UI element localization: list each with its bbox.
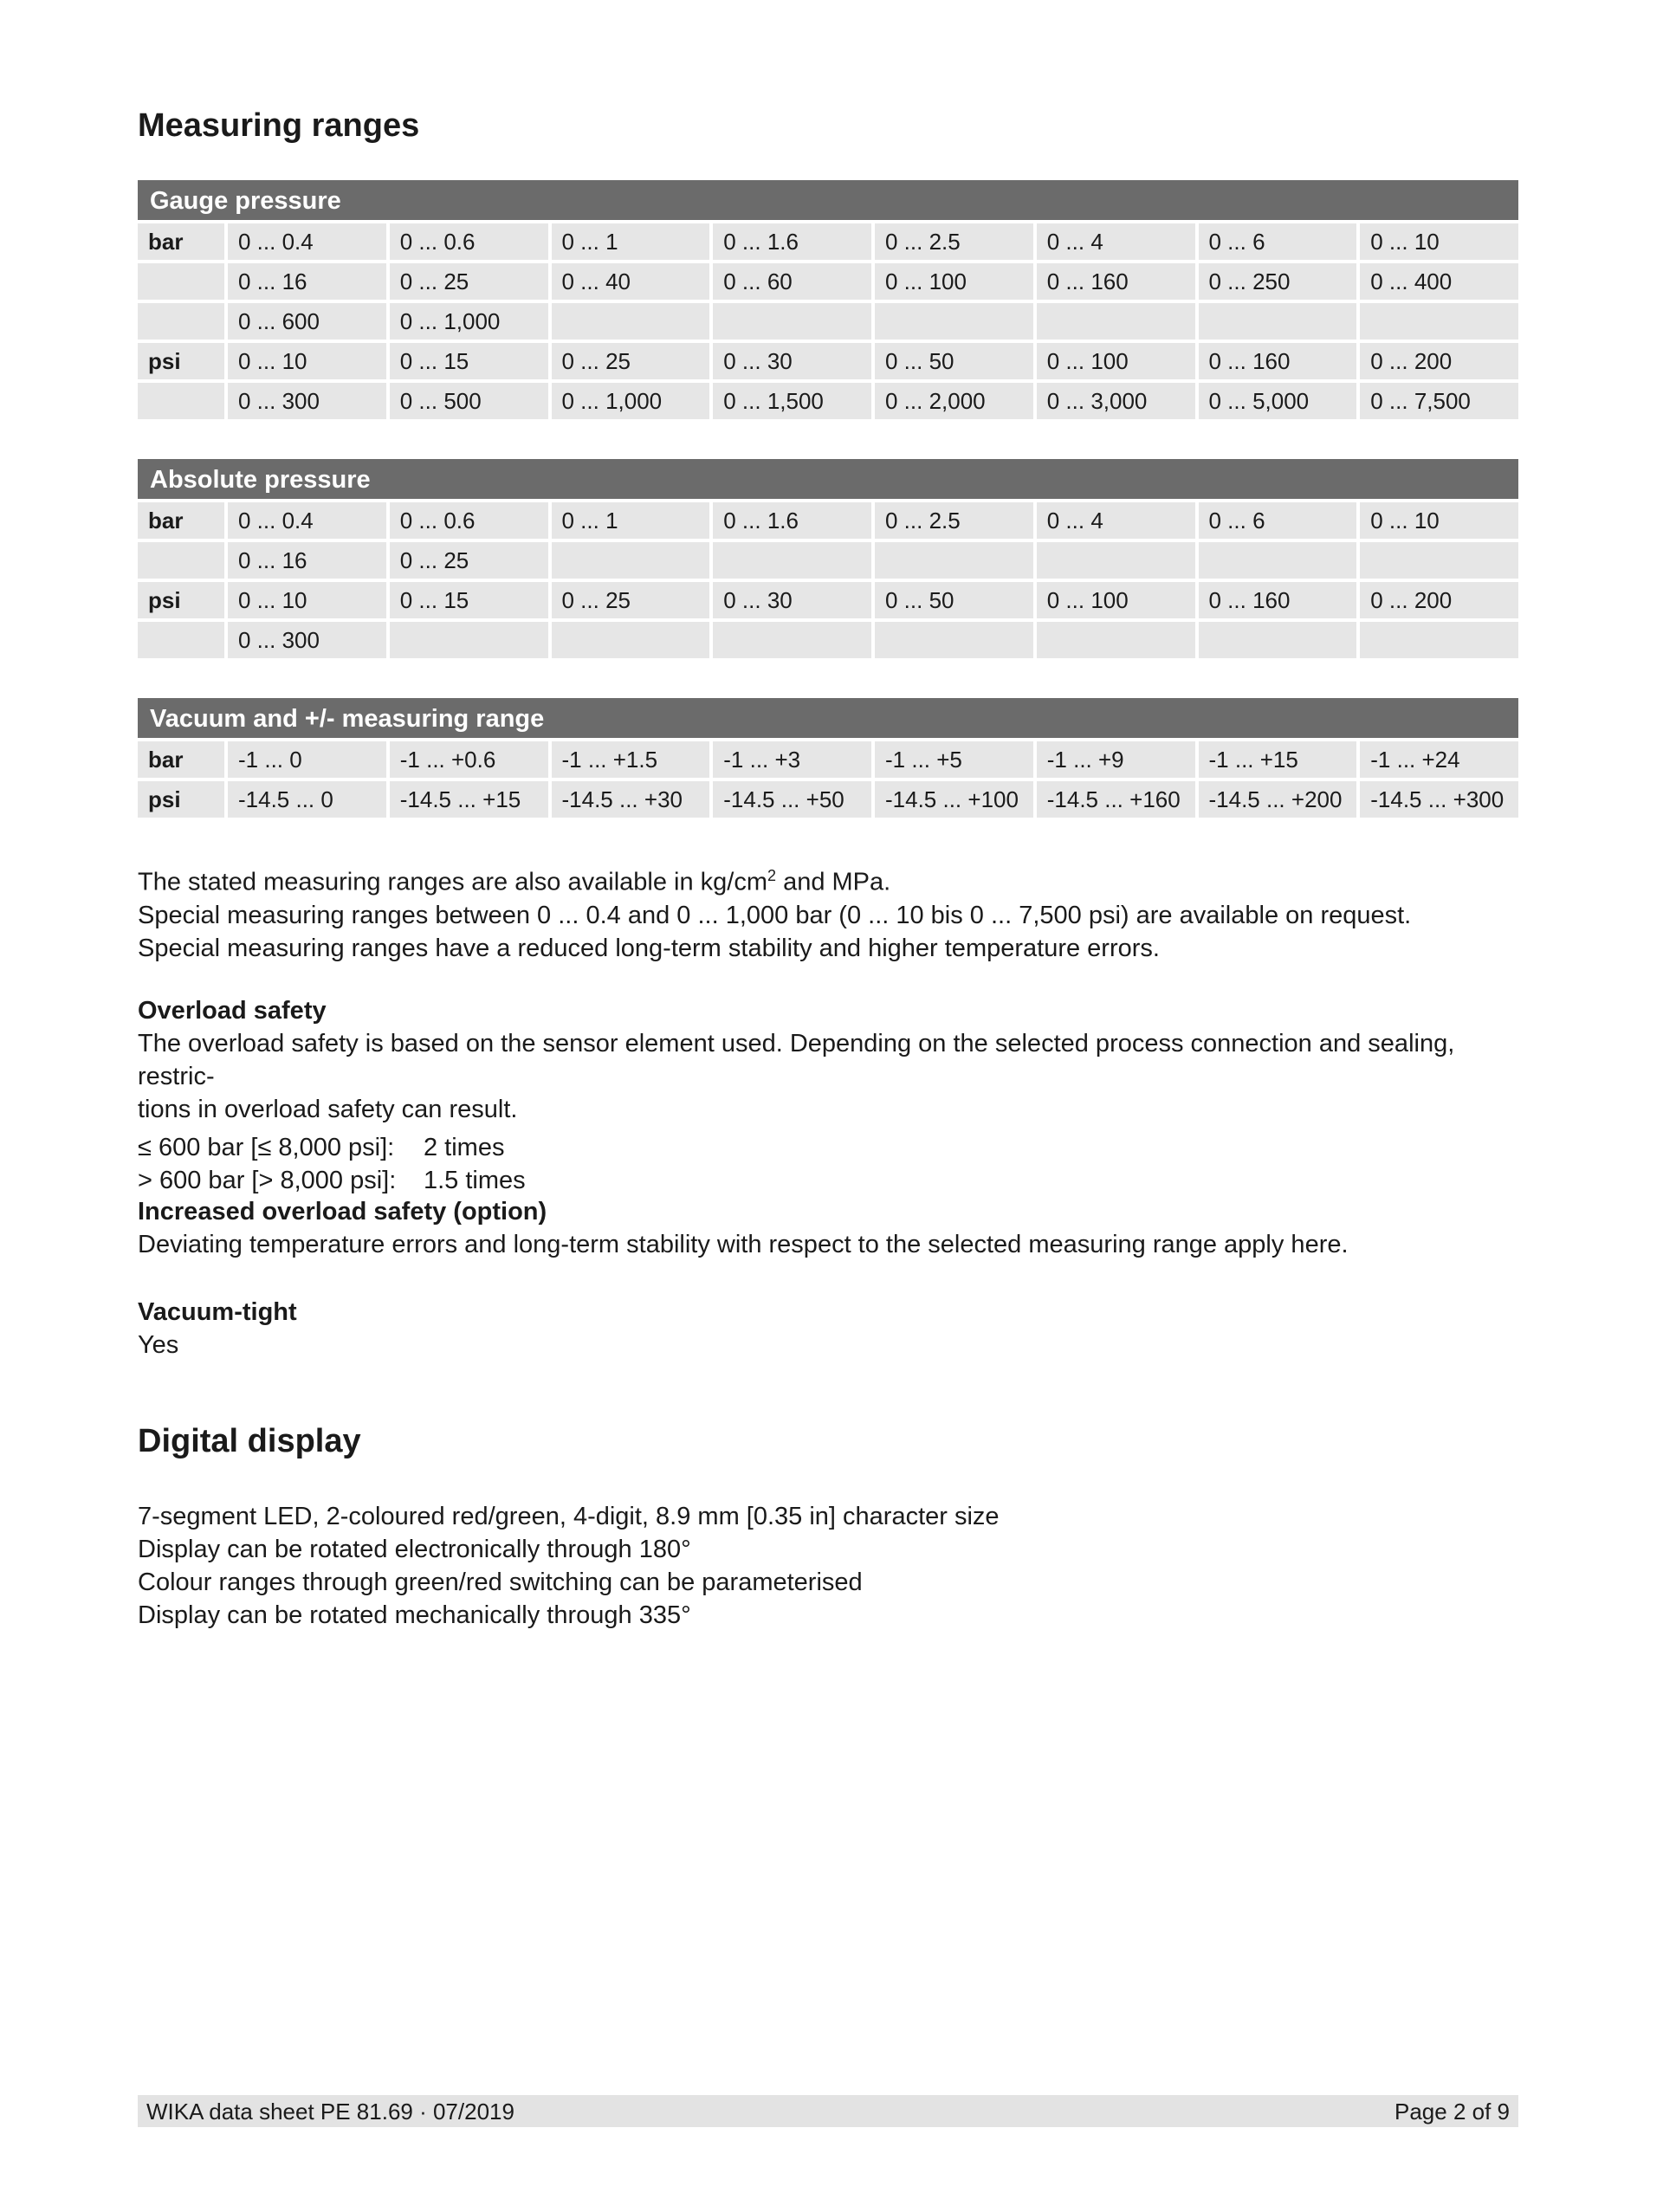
range-cell: 0 ... 10 xyxy=(228,582,386,618)
range-cell: 0 ... 2,000 xyxy=(875,383,1033,419)
range-cell xyxy=(1037,542,1195,579)
table-row xyxy=(138,582,1518,618)
increased-overload-text: Deviating temperature errors and long-term stability with respect to the selected measuring range apply here. xyxy=(138,1231,1349,1258)
range-cell: 0 ... 300 xyxy=(228,383,386,419)
unit-cell xyxy=(138,622,224,658)
table-row xyxy=(138,383,1518,419)
note-units: The stated measuring ranges are also available in $kg/cm^2$ and MPa. xyxy=(138,867,891,896)
range-cell xyxy=(713,622,871,658)
range-cell xyxy=(1199,542,1357,579)
range-cell: 0 ... 7,500 xyxy=(1360,383,1518,419)
table-row xyxy=(138,343,1518,379)
display-line: 7-segment LED, 2-coloured red/green, 4-digit, 8.9 mm [0.35 in] character size xyxy=(138,1503,1000,1530)
range-cell: 0 ... 500 xyxy=(390,383,548,419)
overload-safety-title: Overload safety xyxy=(138,997,327,1025)
overload-row-low-label: ≤ 600 bar [≤ 8,000 psi]: xyxy=(138,1134,395,1161)
range-cell: 0 ... 100 xyxy=(875,263,1033,300)
range-cell: -1 ... +15 xyxy=(1199,741,1357,778)
range-cell: 0 ... 0.6 xyxy=(390,502,548,539)
range-cell: -14.5 ... 0 xyxy=(228,781,386,818)
range-cell xyxy=(875,622,1033,658)
range-cell xyxy=(713,303,871,340)
table-row xyxy=(138,502,1518,539)
range-cell: 0 ... 16 xyxy=(228,542,386,579)
range-cell: 0 ... 100 xyxy=(1037,582,1195,618)
gauge-ranges xyxy=(134,220,1522,423)
digital-display-lines xyxy=(138,1500,1518,1632)
range-cell: 0 ... 25 xyxy=(552,343,710,379)
unit-cell: bar xyxy=(138,223,224,260)
range-cell: 0 ... 30 xyxy=(713,343,871,379)
range-cell: 0 ... 4 xyxy=(1037,502,1195,539)
vacuum-tight-value: Yes xyxy=(138,1331,179,1359)
display-line: Display can be rotated mechanically through 335° xyxy=(138,1601,691,1629)
range-cell xyxy=(1199,303,1357,340)
range-cell xyxy=(875,542,1033,579)
range-cell: 0 ... 25 xyxy=(390,542,548,579)
range-cell: 0 ... 1.6 xyxy=(713,502,871,539)
range-cell: 0 ... 25 xyxy=(552,582,710,618)
range-cell: -14.5 ... +100 xyxy=(875,781,1033,818)
footer-page-number: Page 2 of 9 xyxy=(1394,2099,1510,2125)
unit-cell xyxy=(138,303,224,340)
range-cell: 0 ... 0.4 xyxy=(228,223,386,260)
vacuum-ranges xyxy=(134,738,1522,821)
range-cell xyxy=(1037,622,1195,658)
range-cell: 0 ... 10 xyxy=(228,343,386,379)
table-row xyxy=(138,303,1518,340)
heading-digital-display: Digital display xyxy=(138,1423,361,1459)
range-cell: 0 ... 600 xyxy=(228,303,386,340)
ranges-notes xyxy=(138,859,1518,965)
range-cell: 0 ... 25 xyxy=(390,263,548,300)
range-cell xyxy=(1360,542,1518,579)
note-special-stability: Special measuring ranges have a reduced long-term stability and higher temperature errors. xyxy=(138,934,1160,962)
range-cell: -1 ... +1.5 xyxy=(552,741,710,778)
table-row xyxy=(138,781,1518,818)
range-cell: 0 ... 60 xyxy=(713,263,871,300)
absolute-pressure-table xyxy=(138,459,1518,662)
unit-cell: bar xyxy=(138,502,224,539)
range-cell: -1 ... +9 xyxy=(1037,741,1195,778)
overload-safety-section xyxy=(138,994,1518,1197)
increased-overload-section xyxy=(138,1195,1518,1261)
range-cell: 0 ... 16 xyxy=(228,263,386,300)
range-cell: 0 ... 1 xyxy=(552,502,710,539)
range-cell xyxy=(552,303,710,340)
increased-overload-title: Increased overload safety (option) xyxy=(138,1198,547,1226)
range-cell: 0 ... 2.5 xyxy=(875,223,1033,260)
heading-measuring-ranges: Measuring ranges xyxy=(138,107,420,144)
range-cell xyxy=(1360,622,1518,658)
range-cell: 0 ... 4 xyxy=(1037,223,1195,260)
range-cell: 0 ... 3,000 xyxy=(1037,383,1195,419)
range-cell: 0 ... 160 xyxy=(1199,582,1357,618)
range-cell: 0 ... 0.4 xyxy=(228,502,386,539)
range-cell: 0 ... 6 xyxy=(1199,223,1357,260)
display-line: Colour ranges through green/red switching can be parameterised xyxy=(138,1568,863,1596)
range-cell: -1 ... 0 xyxy=(228,741,386,778)
unit-cell: psi xyxy=(138,582,224,618)
range-cell: -14.5 ... +30 xyxy=(552,781,710,818)
range-cell: 0 ... 160 xyxy=(1037,263,1195,300)
range-cell xyxy=(552,542,710,579)
table-row xyxy=(138,223,1518,260)
range-cell: 0 ... 10 xyxy=(1360,223,1518,260)
note-special-request: Special measuring ranges between 0 ... 0.4 and 0 ... 1,000 bar (0 ... 10 bis 0 ... 7,500 psi) are available on request. xyxy=(138,901,1412,929)
range-cell xyxy=(1037,303,1195,340)
range-cell: -14.5 ... +300 xyxy=(1360,781,1518,818)
range-cell: 0 ... 200 xyxy=(1360,343,1518,379)
range-cell: 0 ... 1 xyxy=(552,223,710,260)
absolute-ranges xyxy=(134,499,1522,662)
range-cell: 0 ... 300 xyxy=(228,622,386,658)
overload-row-low xyxy=(138,1131,1518,1164)
range-cell: -1 ... +5 xyxy=(875,741,1033,778)
range-cell xyxy=(390,622,548,658)
range-cell: -14.5 ... +15 xyxy=(390,781,548,818)
range-cell xyxy=(552,622,710,658)
range-cell: 0 ... 10 xyxy=(1360,502,1518,539)
vacuum-tight-section xyxy=(138,1296,1518,1361)
vacuum-range-title: Vacuum and +/- measuring range xyxy=(138,698,1518,738)
range-cell: 0 ... 50 xyxy=(875,343,1033,379)
range-cell xyxy=(875,303,1033,340)
range-cell: -1 ... +3 xyxy=(713,741,871,778)
range-cell: -14.5 ... +160 xyxy=(1037,781,1195,818)
range-cell: 0 ... 1,000 xyxy=(390,303,548,340)
range-cell: 0 ... 0.6 xyxy=(390,223,548,260)
unit-cell xyxy=(138,383,224,419)
range-cell: 0 ... 15 xyxy=(390,343,548,379)
range-cell: 0 ... 5,000 xyxy=(1199,383,1357,419)
range-cell: -14.5 ... +50 xyxy=(713,781,871,818)
range-cell: 0 ... 160 xyxy=(1199,343,1357,379)
vacuum-tight-title: Vacuum-tight xyxy=(138,1298,297,1326)
display-line: Display can be rotated electronically through 180° xyxy=(138,1536,691,1563)
overload-row-high-value: 1.5 times xyxy=(424,1167,526,1194)
overload-row-high-label: > 600 bar [> 8,000 psi]: xyxy=(138,1167,397,1194)
unit-cell: psi xyxy=(138,781,224,818)
range-cell: 0 ... 400 xyxy=(1360,263,1518,300)
unit-cell xyxy=(138,542,224,579)
gauge-pressure-table xyxy=(138,180,1518,423)
range-cell: -14.5 ... +200 xyxy=(1199,781,1357,818)
unit-cell: bar xyxy=(138,741,224,778)
range-cell: 0 ... 200 xyxy=(1360,582,1518,618)
absolute-pressure-title: Absolute pressure xyxy=(138,459,1518,499)
overload-safety-text-1: The overload safety is based on the sensor element used. Depending on the selected process connection and sealing, restric- xyxy=(138,1030,1455,1090)
range-cell: 0 ... 2.5 xyxy=(875,502,1033,539)
vacuum-range-table xyxy=(138,698,1518,821)
page-footer xyxy=(138,2095,1518,2127)
unit-cell xyxy=(138,263,224,300)
unit-cell: psi xyxy=(138,343,224,379)
range-cell: 0 ... 1,500 xyxy=(713,383,871,419)
superscript-2: 2 xyxy=(767,867,777,884)
overload-safety-text-2: tions in overload safety can result. xyxy=(138,1096,518,1123)
range-cell: 0 ... 1,000 xyxy=(552,383,710,419)
range-cell xyxy=(1199,622,1357,658)
range-cell: 0 ... 250 xyxy=(1199,263,1357,300)
range-cell: 0 ... 30 xyxy=(713,582,871,618)
overload-row-low-value: 2 times xyxy=(424,1134,505,1161)
range-cell: -1 ... +0.6 xyxy=(390,741,548,778)
range-cell xyxy=(1360,303,1518,340)
range-cell: 0 ... 50 xyxy=(875,582,1033,618)
range-cell: 0 ... 1.6 xyxy=(713,223,871,260)
range-cell xyxy=(713,542,871,579)
range-cell: 0 ... 15 xyxy=(390,582,548,618)
range-cell: -1 ... +24 xyxy=(1360,741,1518,778)
range-cell: 0 ... 6 xyxy=(1199,502,1357,539)
overload-row-high xyxy=(138,1164,1518,1197)
range-cell: 0 ... 100 xyxy=(1037,343,1195,379)
table-row xyxy=(138,741,1518,778)
table-row xyxy=(138,622,1518,658)
table-row xyxy=(138,263,1518,300)
gauge-pressure-title: Gauge pressure xyxy=(138,180,1518,220)
table-row xyxy=(138,542,1518,579)
range-cell: 0 ... 40 xyxy=(552,263,710,300)
footer-datasheet: WIKA data sheet PE 81.69 · 07/2019 xyxy=(146,2099,514,2125)
